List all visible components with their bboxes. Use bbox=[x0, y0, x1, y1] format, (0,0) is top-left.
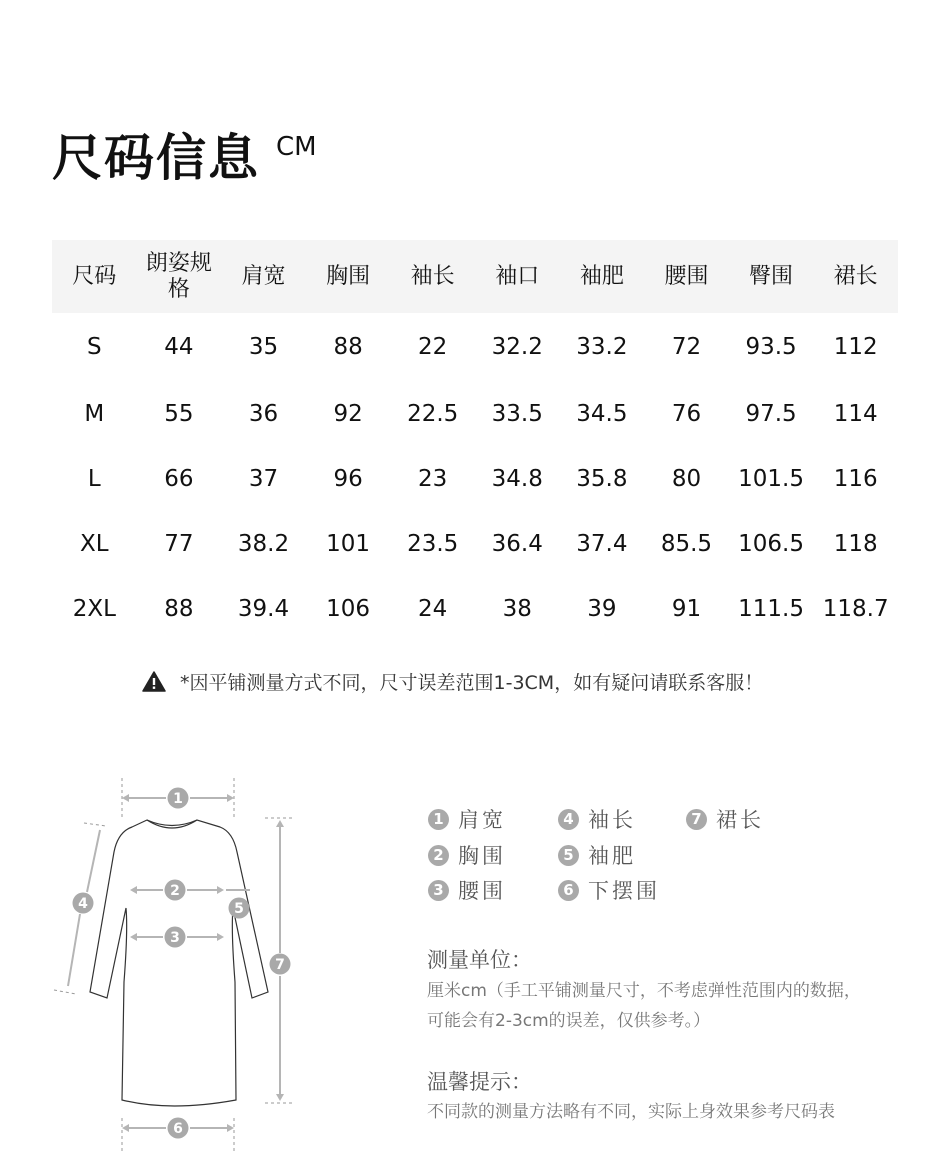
value-cell: 88 bbox=[164, 595, 194, 622]
measure-line-2: 可能会有2-3cm的误差，仅供参考。） bbox=[427, 1011, 711, 1031]
table-row bbox=[52, 446, 898, 511]
title-text: 尺码信息 bbox=[52, 129, 260, 187]
value-cell: 88 bbox=[333, 334, 363, 360]
header-cell-text: 朗姿规格 bbox=[145, 250, 212, 302]
value-cell: 101 bbox=[326, 530, 371, 557]
size-cell: S bbox=[86, 334, 102, 360]
table-row bbox=[52, 313, 898, 381]
legend-number: 4 bbox=[558, 809, 579, 830]
measure-heading: 测量单位： bbox=[427, 948, 532, 972]
title-unit: CM bbox=[276, 132, 317, 162]
tip-heading: 温馨提示： bbox=[427, 1070, 532, 1094]
dress-diagram bbox=[50, 770, 310, 1155]
value-cell: 91 bbox=[671, 595, 702, 622]
header-cell: 尺码 bbox=[52, 240, 137, 313]
value-cell: 106.5 bbox=[738, 530, 804, 557]
value-cell: 24 bbox=[418, 595, 448, 622]
diagram-marker-6 bbox=[168, 1118, 189, 1139]
legend-label: 裙长 bbox=[716, 808, 764, 832]
legend-item bbox=[428, 804, 506, 834]
page-title bbox=[52, 118, 260, 190]
table-row bbox=[52, 576, 898, 641]
diagram-marker-5 bbox=[229, 898, 250, 919]
value-cell: 92 bbox=[333, 400, 363, 427]
value-cell: 111.5 bbox=[738, 595, 804, 622]
diagram-marker-7 bbox=[270, 954, 291, 975]
legend-label: 腰围 bbox=[458, 879, 506, 903]
legend-label: 袖长 bbox=[588, 808, 636, 832]
value-cell: 72 bbox=[671, 334, 702, 360]
legend-number: 3 bbox=[428, 880, 449, 901]
header-cell: 肩宽 bbox=[221, 240, 306, 313]
header-cell: 裙长 bbox=[813, 240, 898, 313]
header-cell: 袖肥 bbox=[560, 240, 645, 313]
diagram-marker-number: 4 bbox=[78, 896, 88, 912]
measurement-note bbox=[142, 668, 763, 695]
value-cell: 22.5 bbox=[407, 400, 459, 427]
measure-text bbox=[427, 976, 927, 1036]
value-cell: 116 bbox=[833, 465, 878, 492]
legend-item bbox=[428, 840, 506, 870]
legend-number: 6 bbox=[558, 880, 579, 901]
table-row bbox=[52, 511, 898, 576]
legend-item bbox=[558, 804, 636, 834]
size-cell: M bbox=[84, 400, 105, 427]
value-cell: 80 bbox=[671, 465, 702, 492]
size-table bbox=[52, 240, 898, 641]
legend-label: 下摆围 bbox=[588, 879, 660, 903]
value-cell: 97.5 bbox=[745, 400, 797, 427]
value-cell: 77 bbox=[164, 530, 194, 557]
table-header-row bbox=[52, 240, 898, 313]
header-cell bbox=[137, 240, 222, 313]
value-cell: 106 bbox=[326, 595, 371, 622]
header-cell: 袖口 bbox=[475, 240, 560, 313]
legend-item bbox=[428, 875, 506, 905]
legend-number: 7 bbox=[686, 809, 707, 830]
diagram-marker-3 bbox=[165, 927, 186, 948]
size-cell: XL bbox=[80, 530, 109, 557]
value-cell: 85.5 bbox=[660, 530, 713, 557]
size-cell: L bbox=[87, 465, 101, 492]
warning-icon bbox=[142, 671, 166, 692]
diagram-marker-number: 3 bbox=[170, 930, 180, 946]
value-cell: 93.5 bbox=[745, 334, 797, 360]
header-cell: 袖长 bbox=[390, 240, 475, 313]
legend-label: 袖肥 bbox=[588, 844, 636, 868]
value-cell: 37.4 bbox=[576, 530, 628, 557]
header-cell: 腰围 bbox=[644, 240, 729, 313]
value-cell: 96 bbox=[333, 465, 363, 492]
value-cell: 39 bbox=[587, 595, 617, 622]
legend-item bbox=[558, 840, 636, 870]
table-row bbox=[52, 381, 898, 446]
legend-item bbox=[686, 804, 764, 834]
measure-line-1: 厘米cm（手工平铺测量尺寸，不考虑弹性范围内的数据， bbox=[427, 981, 861, 1001]
diagram-marker-number: 6 bbox=[173, 1121, 183, 1137]
value-cell: 66 bbox=[164, 465, 194, 492]
tip-text: 不同款的测量方法略有不同，实际上身效果参考尺码表 bbox=[427, 1102, 835, 1122]
legend-item bbox=[558, 875, 660, 905]
diagram-marker-number: 5 bbox=[234, 901, 244, 917]
value-cell: 112 bbox=[833, 334, 878, 360]
legend-number: 5 bbox=[558, 845, 579, 866]
legend-number: 1 bbox=[428, 809, 449, 830]
value-cell: 76 bbox=[671, 400, 702, 427]
value-cell: 33.2 bbox=[576, 334, 628, 360]
size-cell: 2XL bbox=[72, 595, 116, 622]
note-text: *因平铺测量方式不同，尺寸误差范围1-3CM，如有疑问请联系客服！ bbox=[180, 672, 764, 694]
value-cell: 38 bbox=[502, 595, 532, 622]
legend-label: 胸围 bbox=[458, 844, 506, 868]
diagram-marker-1 bbox=[168, 788, 189, 809]
value-cell: 38.2 bbox=[237, 530, 290, 557]
value-cell: 34.5 bbox=[576, 400, 628, 427]
value-cell: 35 bbox=[248, 334, 279, 360]
value-cell: 118.7 bbox=[822, 595, 889, 622]
value-cell: 36.4 bbox=[491, 530, 543, 557]
diagram-marker-number: 7 bbox=[275, 957, 285, 973]
value-cell: 36 bbox=[248, 400, 279, 427]
value-cell: 23.5 bbox=[407, 530, 459, 557]
legend-label: 肩宽 bbox=[458, 808, 506, 832]
value-cell: 34.8 bbox=[491, 465, 543, 492]
value-cell: 32.2 bbox=[491, 334, 543, 360]
legend-number: 2 bbox=[428, 845, 449, 866]
value-cell: 101.5 bbox=[738, 465, 804, 492]
diagram-marker-number: 2 bbox=[170, 883, 180, 899]
header-cell: 臀围 bbox=[729, 240, 814, 313]
value-cell: 22 bbox=[418, 334, 448, 360]
value-cell: 55 bbox=[164, 400, 194, 427]
value-cell: 114 bbox=[833, 400, 878, 427]
value-cell: 44 bbox=[164, 334, 194, 360]
value-cell: 33.5 bbox=[491, 400, 543, 427]
value-cell: 39.4 bbox=[237, 595, 290, 622]
value-cell: 37 bbox=[248, 465, 279, 492]
header-cell: 胸围 bbox=[306, 240, 391, 313]
value-cell: 23 bbox=[418, 465, 448, 492]
diagram-marker-number: 1 bbox=[173, 791, 183, 807]
value-cell: 35.8 bbox=[576, 465, 628, 492]
diagram-marker-2 bbox=[165, 880, 186, 901]
value-cell: 118 bbox=[833, 530, 878, 557]
diagram-marker-4 bbox=[73, 893, 94, 914]
